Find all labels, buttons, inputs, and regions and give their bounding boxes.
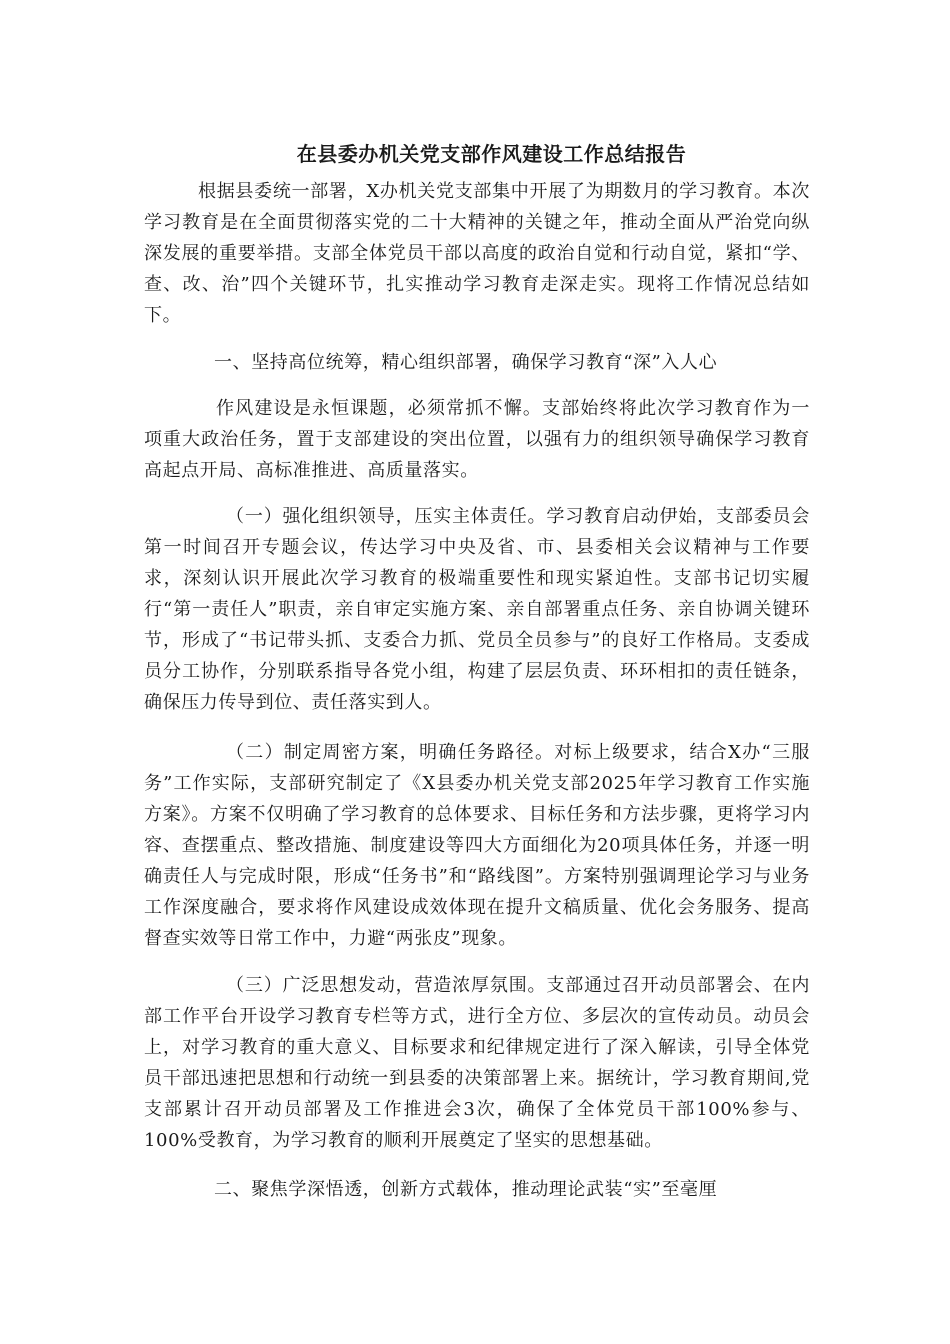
section-1-intro-paragraph: 作风建设是永恒课题，必须常抓不懈。支部始终将此次学习教育作为一项重大政治任务，置于支部建设的突出位置，以强有力的组织领导确保学习教育高起点开局、高标准推进、高质量落实。	[144, 398, 810, 481]
section-1-item-2-paragraph: （二）制定周密方案，明确任务路径。对标上级要求，结合X办“三服务”工作实际，支部研究制定了《X县委办机关党支部2025年学习教育工作实施方案》。方案不仅明确了学习教育的总体要求、目标任务和方法步骤，更将学习内容、查摆重点、整改措施、制度建设等四大方面细化为20项具体任务，并逐一明确责任人与完成时限，形成“任务书”和“路线图”。方案特别强调理论学习与业务工作深度融合，要求将作风建设成效体现在提升文稿质量、优化会务服务、提高督查实效等日常工作中，力避“两张皮”现象。	[144, 742, 810, 949]
section-1-item-3-paragraph: （三）广泛思想发动，营造浓厚氛围。支部通过召开动员部署会、在内部工作平台开设学习教育专栏等方式，进行全方位、多层次的宣传动员。动员会上，对学习教育的重大意义、目标要求和纪律规定进行了深入解读，引导全体党员干部迅速把思想和行动统一到县委的决策部署上来。据统计，学习教育期间,党支部累计召开动员部署及工作推进会3次，确保了全体党员干部100%参与、100%受教育，为学习教育的顺利开展奠定了坚实的思想基础。	[144, 975, 810, 1151]
section-heading-2: 二、聚焦学深悟透，创新方式载体，推动理论武装“实”至毫厘	[214, 1179, 718, 1200]
section-heading-1: 一、坚持高位统筹，精心组织部署，确保学习教育“深”入人心	[214, 352, 718, 373]
section-1-item-1-paragraph: （一）强化组织领导，压实主体责任。学习教育启动伊始，支部委员会第一时间召开专题会议，传达学习中央及省、市、县委相关会议精神与工作要求，深刻认识开展此次学习教育的极端重要性和现实紧迫性。支部书记切实履行“第一责任人”职责，亲自审定实施方案、亲自部署重点任务、亲自协调关键环节，形成了“书记带头抓、支委合力抓、党员全员参与”的良好工作格局。支委成员分工协作，分别联系指导各党小组，构建了层层负责、环环相扣的责任链条，确保压力传导到位、责任落实到人。	[144, 506, 810, 713]
intro-paragraph: 根据县委统一部署，X办机关党支部集中开展了为期数月的学习教育。本次学习教育是在全面贯彻落实党的二十大精神的关键之年，推动全面从严治党向纵深发展的重要举措。支部全体党员干部以高度的政治自觉和行动自觉，紧扣“学、查、改、治”四个关键环节，扎实推动学习教育走深走实。现将工作情况总结如下。	[144, 181, 810, 326]
page-title: 在县委办机关党支部作风建设工作总结报告	[296, 142, 687, 167]
